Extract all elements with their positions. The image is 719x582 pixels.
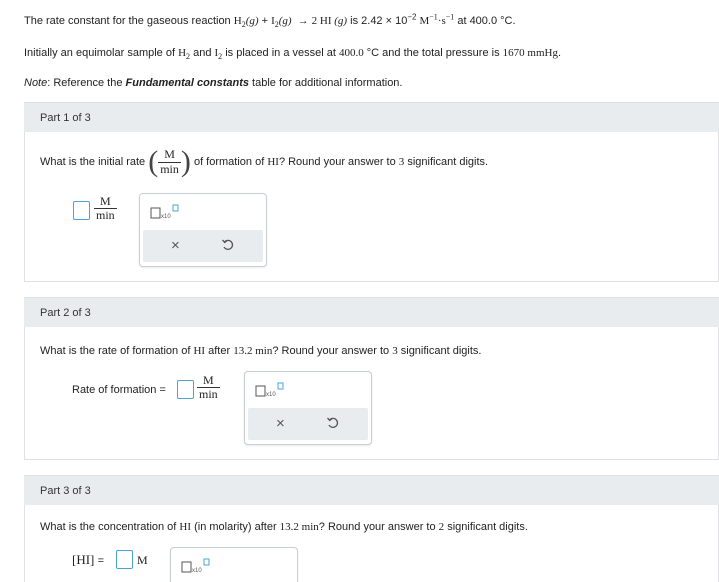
part-1-answer-input[interactable] bbox=[73, 201, 90, 220]
part-2-answer-input[interactable] bbox=[177, 380, 194, 399]
part-3-question: What is the concentration of HI (in molarity) after 13.2 min? Round your answer to 2 significant digits. bbox=[40, 521, 528, 533]
problem-statement-line2: Initially an equimolar sample of $H_2$ and $I_2$ is placed in a vessel at 400.0 °C and the total pressure is 1670 mmHg. bbox=[24, 47, 562, 62]
svg-text:x10: x10 bbox=[161, 214, 171, 220]
part-2-question: What is the rate of formation of HI after 13.2 min? Round your answer to 3 significant digits. bbox=[40, 345, 482, 357]
part-1-tool-panel bbox=[139, 193, 267, 267]
part-3-unit: M bbox=[137, 553, 148, 567]
part-2-unit: M min bbox=[199, 373, 218, 402]
scientific-notation-button[interactable] bbox=[255, 382, 285, 398]
note-line: Note: Reference the Fundamental constants table for additional information. bbox=[24, 77, 403, 89]
part-1-unit: M min bbox=[96, 194, 115, 223]
part-3-tool-panel bbox=[170, 547, 298, 582]
fundamental-constants-link[interactable]: Fundamental constants bbox=[125, 77, 249, 89]
reaction-arrow: → bbox=[297, 15, 309, 27]
part-3-answer-label: [HI] = bbox=[72, 552, 105, 567]
clear-button[interactable]: × bbox=[171, 237, 180, 254]
part-3-body bbox=[24, 505, 719, 582]
part-1-header: Part 1 of 3 bbox=[24, 102, 719, 132]
svg-text:x10: x10 bbox=[266, 392, 276, 398]
scientific-notation-button[interactable] bbox=[181, 558, 211, 574]
part-2-action-bar bbox=[248, 408, 368, 440]
undo-icon[interactable] bbox=[326, 416, 340, 430]
part-3-answer-input[interactable] bbox=[116, 550, 133, 569]
part-2-tool-panel bbox=[244, 371, 372, 445]
part-1-action-bar bbox=[143, 230, 263, 262]
clear-button[interactable]: × bbox=[276, 415, 285, 432]
part-1-question: What is the initial rate ( $\frac{M}{\min}$ ) of formation of HI? Round your answer to 3 significant digits. bbox=[40, 145, 489, 178]
part-2-answer-label: Rate of formation = bbox=[72, 384, 166, 396]
scientific-notation-button[interactable] bbox=[150, 204, 180, 220]
part-2-header: Part 2 of 3 bbox=[24, 297, 719, 327]
undo-icon[interactable] bbox=[221, 238, 235, 252]
svg-text:x10: x10 bbox=[192, 568, 202, 574]
problem-statement-line1: The rate constant for the gaseous reaction $H_2(g) + I_2(g) \to 2$ HI (g) is $2.42 \times 10^{-2}$ $M^{-1}\cdot s^{-1}$ at 400.0 °C. bbox=[24, 12, 516, 30]
part-3-header: Part 3 of 3 bbox=[24, 475, 719, 505]
